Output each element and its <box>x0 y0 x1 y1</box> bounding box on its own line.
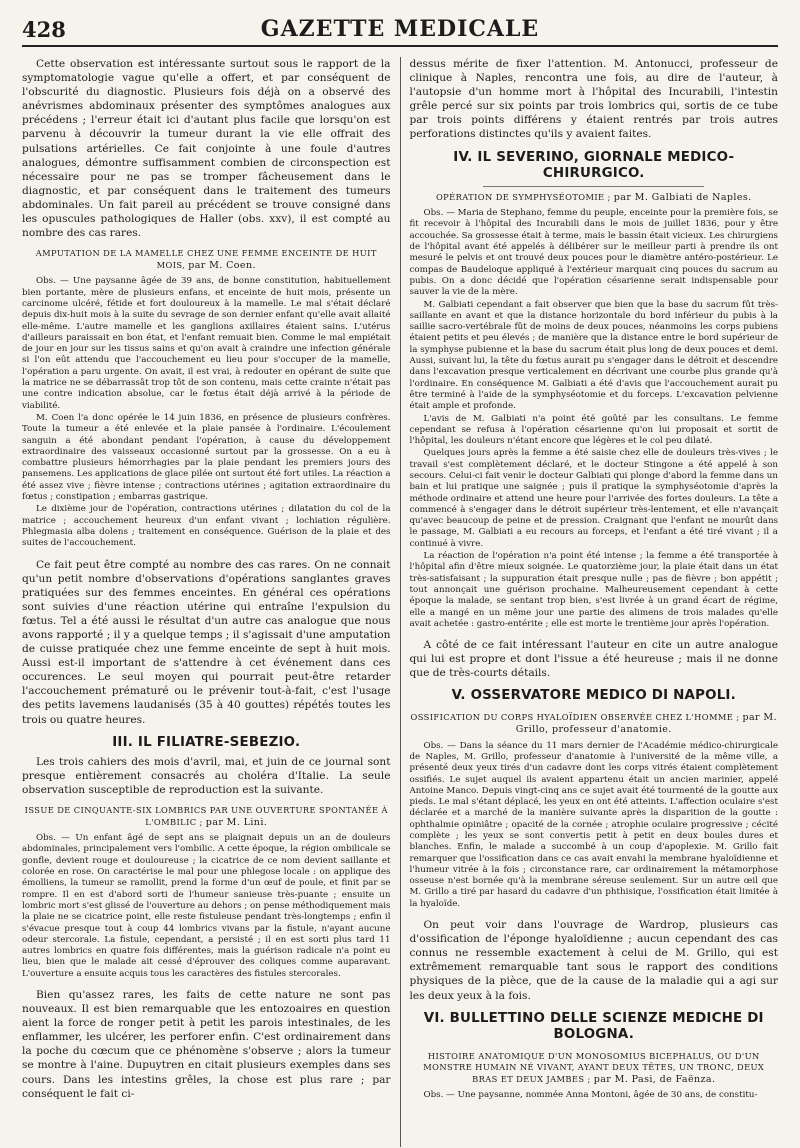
left-column <box>22 57 401 1147</box>
divider <box>483 186 704 187</box>
paragraph: A côté de ce fait intéressant l'auteur en cite un autre analogue qui lui est propre et dont l'issue a été heureuse ; mais il ne donne que de très-courts détails. <box>409 639 778 680</box>
two-column-body <box>22 57 778 1147</box>
paragraph: Bien qu'assez rares, les faits de cette nature ne sont pas nouveaux. Il est bien remarquable que les entozoaires en question aient la force de ronger petit à petit les parois intestinales, de les enflammer, les ulcérer, les perforer enfin. C'est ordinairement dans la poche du cœcum que ce phénomène s'observe ; alors la tumeur se montre à l'aine. Dupuytren en citait plusieurs exemples dans ses cours. Dans les intestins grêles, la chose est plus rare ; par conséquent le fait ci- <box>22 988 391 1100</box>
observation-text: M. Coen l'a donc opérée le 14 juin 1836, en présence de plusieurs confrères. Toute la tumeur a été enlevée et la plaie pansée à l'ordinaire. L'écoulement sanguin a été abondant pendant l'opération, à cause du développement extraordinaire des vaisseaux occasionné surtout par la grossesse. On a eu à combattre plusieurs hémorrhagies par la plaie pendant les premiers jours des pansemens. Les applications de glace pilée ont surtout été fort utiles. La réaction a été assez vive ; fièvre intense ; contractions utérines ; agitation extraordinaire du fœtus ; constipation ; embarras gastrique. <box>22 412 391 503</box>
article-title: HISTOIRE ANATOMIQUE D'UN MONOSOMIUS BICEPHALUS, OU D'UN MONSTRE HUMAIN NÉ VIVANT, AYANT DEUX TÊTES, UN TRONC, DEUX BRAS ET DEUX JAMBES ; <box>423 1050 765 1084</box>
observation-text: Obs. — Un enfant âgé de sept ans se plaignait depuis un an de douleurs abdominales, principalement vers l'ombilic. A cette époque, la région ombilicale se gonfle, devient rouge et douloureuse ; la cicatrice de ce nom devient saillante et colorée en rose. On caractérise le mal pour une phlegose locale : on applique des émolliens, la tumeur se ramollit, prend la forme d'un œuf de poule, et finit par se rompre. Il en est d'abord sorti de l'humeur sanieuse très-puante ; ensuite un lombric mort s'est glissé de l'ouverture au dehors ; on pense méthodiquement mais la plaie ne se cicatrice point, elle reste fistuleuse pendant très-longtemps ; enfin il s'évacue presque tout à coup 44 lombrics vivans par la fistule, n'ayant aucune odeur stercorale. La fistule, cependant, a persisté ; il en est sorti plus tard 11 autres lombrics en quatre fois différentes, mais la guérison radicale n'a point eu lieu, bien que le malade ait cessé d'éprouver des coliques comme auparavant. L'ouverture a ensuite acquis tous les caractères des fistules stercorales. <box>22 833 391 979</box>
paragraph: On peut voir dans l'ouvrage de Wardrop, plusieurs cas d'ossification de l'éponge hyaloïdienne ; aucun cependant des cas connus ne ressemble exactement à celui de M. Grillo, qui est extrêmement remarquable tant sous le rapport des conditions physiques de la pièce, que de la cause de la maladie qui a agi sur les deux yeux à la fois. <box>409 919 778 1002</box>
observation-text: Quelques jours après la femme a été saisie chez elle de douleurs très-vives ; le travail s'est complètement déclaré, et le docteur Stingone a été appelé à son secours. Celui-ci fait venir le docteur Galbiati qui plonge d'abord la femme dans un bain et lui pratique une saignée ; puis il pratique la symphyséotomie d'après la méthode ordinaire et attend une heure pour l'arrivée des fortes douleurs. La tête a commencé à s'engager dans le détroit supérieur très-lentement, et elle n'avançait qu'avec beaucoup de peine et de pression. Craignant que l'enfant ne mourût dans le passage, M. Galbiati a eu recours au forceps, et l'enfant a été tiré vivant ; il a continué à vivre. <box>409 448 778 549</box>
article-title: OPÉRATION DE SYMPHYSÉOTOMIE ; <box>435 191 611 202</box>
journal-title: GAZETTE MEDICALE <box>260 16 540 42</box>
article-heading <box>410 192 779 204</box>
observation-text: Obs. — Dans la séance du 11 mars dernier de l'Académie médico-chirurgicale de Naples, M. Grillo, professeur d'anatomie à l'université de la même ville, a présenté deux yeux tirés d'un cadavre dont les corps vitrés étaient complètement ossifiés. Le sujet auquel ils avaient appartenu était un ancien marinier, appelé Antoine Manco. Depuis vingt-cinq ans ce sujet avait été tourmenté de la goutte aux pieds. Le mal s'étant déplacé, les yeux en ont été atteints. L'affection oculaire s'est déclarée et a marché de la manière suivante après la disparition de la goutte : ophthalmie opiniâtre ; opacité de la cornée ; atrophie oculaire progressive ; cécité complète ; les yeux se sont convertis petit à petit en deux boules dures et blanches. Enfin, le malade a succombé à un coup d'apoplexie. M. Grillo fait remarquer que l'ossification dans ce cas avait envahi la membrane hyaloïdienne et l'humeur vitrée à la fois ; circonstance rare, car ordinairement la métamorphose osseuse n'est bornée qu'à la membrane séreuse seulement. Sur un autre œil que M. Grillo a tiré par hasard du cadavre d'un phthisique, l'ossification était limitée à la hyaloïde. <box>409 740 778 909</box>
page-header <box>22 14 778 47</box>
section-heading: III. IL FILIATRE-SEBEZIO. <box>112 734 301 750</box>
article-author: par M. Pasi, de Faënza. <box>593 1073 716 1085</box>
observation-text: Obs. — Une paysanne âgée de 39 ans, de bonne constitution, habituellement bien portante, mère de plusieurs enfans, et enceinte de huit mois, présente un carcinome ulcéré, fétide et fort douloureux à la mamelle. Le mal s'était déclaré depuis dix-huit mois à la suite du sevrage de son dernier enfant qu'elle avait allaité elle-même. L'autre mamelle et les ganglions axillaires étaient sains. L'utérus d'ailleurs paraissait en bon état, et l'enfant remuait bien. Comme le mal empiétait de jour en jour sur les tissus sains et qu'on avait à craindre une infection générale si l'on eût attendu que l'accouchement eu lieu pour s'occuper de la mamelle, l'opération a paru urgente. On avait, il est vrai, à redouter en opérant de suite que la matrice ne se débarrassât trop tôt de son contenu, mais cette crainte n'était pas une contre indication absolue, car le fœtus était déjà arrivé à la période de viabilité. <box>22 276 391 411</box>
article-author: par M. Lini. <box>205 816 268 828</box>
observation-text: Le dixième jour de l'opération, contractions utérines ; dilatation du col de la matrice ; accouchement heureux d'un enfant vivant ; lochiation régulière. Phlegmasia alba dolens ; traitement en conséquence. Guérison de la plaie et des suites de l'accouchement. <box>22 504 391 549</box>
article-heading <box>22 248 391 271</box>
paragraph: dessus mérite de fixer l'attention. M. Antonucci, professeur de clinique à Naples, rencontra une fois, au dire de l'auteur, à l'autopsie d'un homme mort à l'hôpital des Incurabili, l'intestin grêle percé sur six points par trois lombrics qui, sortis de ce tube par trois points différens y étaient rentrés par trois autres perforations distinctes qu'ils y avaient faites. <box>409 58 778 141</box>
paragraph: Les trois cahiers des mois d'avril, mai, et juin de ce journal sont presque entièrement consacrés au choléra d'Italie. La seule observation susceptible de reproduction est la suivante. <box>22 755 391 796</box>
article-heading <box>410 712 779 735</box>
paragraph: Ce fait peut être compté au nombre des cas rares. On ne connait qu'un petit nombre d'observations d'opérations sanglantes graves pratiquées sur des femmes enceintes. En général ces opérations sont suivies d'une réaction utérine qui entraîne l'expulsion du fœtus. Tel a été aussi le résultat d'un autre cas analogue que nous avons rapporté ; il y a quelque temps ; il s'agissait d'une amputation de cuisse pratiquée chez une femme enceinte de sept à huit mois. Aussi est-il important de s'attendre à cet événement dans ces occurences. Le seul moyen qui pourrait peut-être retarder l'accouchement prématuré ou le prévenir tout-à-fait, c'est l'usage des petits lavemens laudanisés (35 à 40 gouttes) répétés toutes les trois ou quatre heures. <box>22 558 391 726</box>
observation-text: La réaction de l'opération n'a point été intense ; la femme a été transportée à l'hôpital afin d'être mieux soignée. Le quatorzième jour, la plaie était dans un état très-satisfaisant ; la suppuration était presque nulle ; pas de fièvre ; bon appétit ; tout annonçait une guérison prochaine. Malheureusement cependant à cette époque la malade, se sentant trop bien, s'est livrée à un grand écart de régime, elle a mangé en un même jour une partie des alimens de trois malades qu'elle avait achetée : gastro-entérite ; elle est morte le trentième jour après l'opération. <box>409 551 778 629</box>
paragraph: Cette observation est intéressante surtout sous le rapport de la symptomatologie vague qu'elle a offert, et par conséquent de l'obscurité du diagnostic. Plusieurs fois déjà on a observé des anévrismes abdominaux présenter des symptômes analogues aux précédens ; l'erreur était ici d'autant plus facile que lorsqu'on est parvenu à découvrir la tumeur durant la vie elle offrait des pulsations artérielles. Ce fait conjointe à une foule d'autres analogues, démontre suffisamment combien de circonspection est nécessaire pour ne pas se tromper fâcheusement dans le diagnostic, et par conséquent dans le traitement des tumeurs abdominales. Un fait pareil au précédent se trouve consigné dans les opuscules pathologiques de Haller (obs. xxv), il est compté au nombre des cas rares. <box>22 58 391 240</box>
article-title: AMPUTATION DE LA MAMELLE CHEZ UNE FEMME ENCEINTE DE HUIT MOIS, <box>35 248 377 270</box>
article-author: par M. Galbiati de Naples. <box>613 191 752 203</box>
observation-text: Obs. — Maria de Stephano, femme du peuple, enceinte pour la première fois, se fit recevoir à l'hôpital des Incurabili dans le mois de juillet 1836, pour y être accouchée. Sa grossesse était à terme, mais le bassin était vicieux. Les chirurgiens de l'hôpital avant été appelés à délibérer sur le meilleur parti à prendre ils ont mesuré le pelvis et ont trouvé deux pouces pour le diamètre antéro-postérieur. Le compas de Baudeloque appliqué à l'extérieur marquait cinq pouces du sacrum au pubis. On a donc décidé que l'opération césarienne serait indispensable pour sauver la vie de la mère. <box>409 208 778 298</box>
article-heading <box>22 805 391 828</box>
right-column <box>401 57 779 1147</box>
section-heading: V. OSSERVATORE MEDICO DI NAPOLI. <box>451 688 736 704</box>
article-heading <box>410 1051 779 1086</box>
observation-text: L'avis de M. Galbiati n'a point été goûté par les consultans. Le femme cependant se refusa à l'opération césarienne qu'on lui proposait et sortit de l'hôpital, les douleurs n'étant encore que légères et le col peu dilaté. <box>409 413 778 447</box>
article-title: ISSUE DE CINQUANTE-SIX LOMBRICS PAR UNE OUVERTURE SPONTANÉE À L'OMBILIC ; <box>24 804 388 827</box>
article-author: par M. Grillo, professeur d'anatomie. <box>515 712 777 736</box>
article-title: OSSIFICATION DU CORPS HYALOÏDIEN OBSERVÉE CHEZ L'HOMME ; <box>410 712 740 723</box>
page-number: 428 <box>22 17 66 42</box>
section-heading: IV. IL SEVERINO, GIORNALE MEDICO-CHIRURGICO. <box>453 149 735 181</box>
observation-text: M. Galbiati cependant a fait observer que bien que la base du sacrum fût très-saillante en avant et que la distance horizontale du bord inférieur du pubis à la saillie sacro-vertébrale fût de moins de deux pouces, néanmoins les corps pubiens étaient petits et peu élevés ; de manière que la distance entre le bord supérieur de la symphyse pubienne et la base du sacrum était plus long de deux pouces et demi. Aussi, suivant lui, la tête du fœtus aurait pu s'engager dans le détroit et descendre dans l'excavation presque verticalement en décrivant une courbe plus grande qu'à l'ordinaire. En conséquence M. Galbiati a été d'avis que l'accouchement aurait pu être terminé à l'aide de la symphyséotomie et du forceps. L'excavation pelvienne était ample et profonde. <box>409 299 778 412</box>
article-author: par M. Coen. <box>188 259 256 271</box>
observation-text: Obs. — Une paysanne, nommée Anna Montoni, âgée de 30 ans, de constitu- <box>423 1090 758 1101</box>
section-heading: VI. BULLETTINO DELLE SCIENZE MEDICHE DI BOLOGNA. <box>423 1010 764 1042</box>
